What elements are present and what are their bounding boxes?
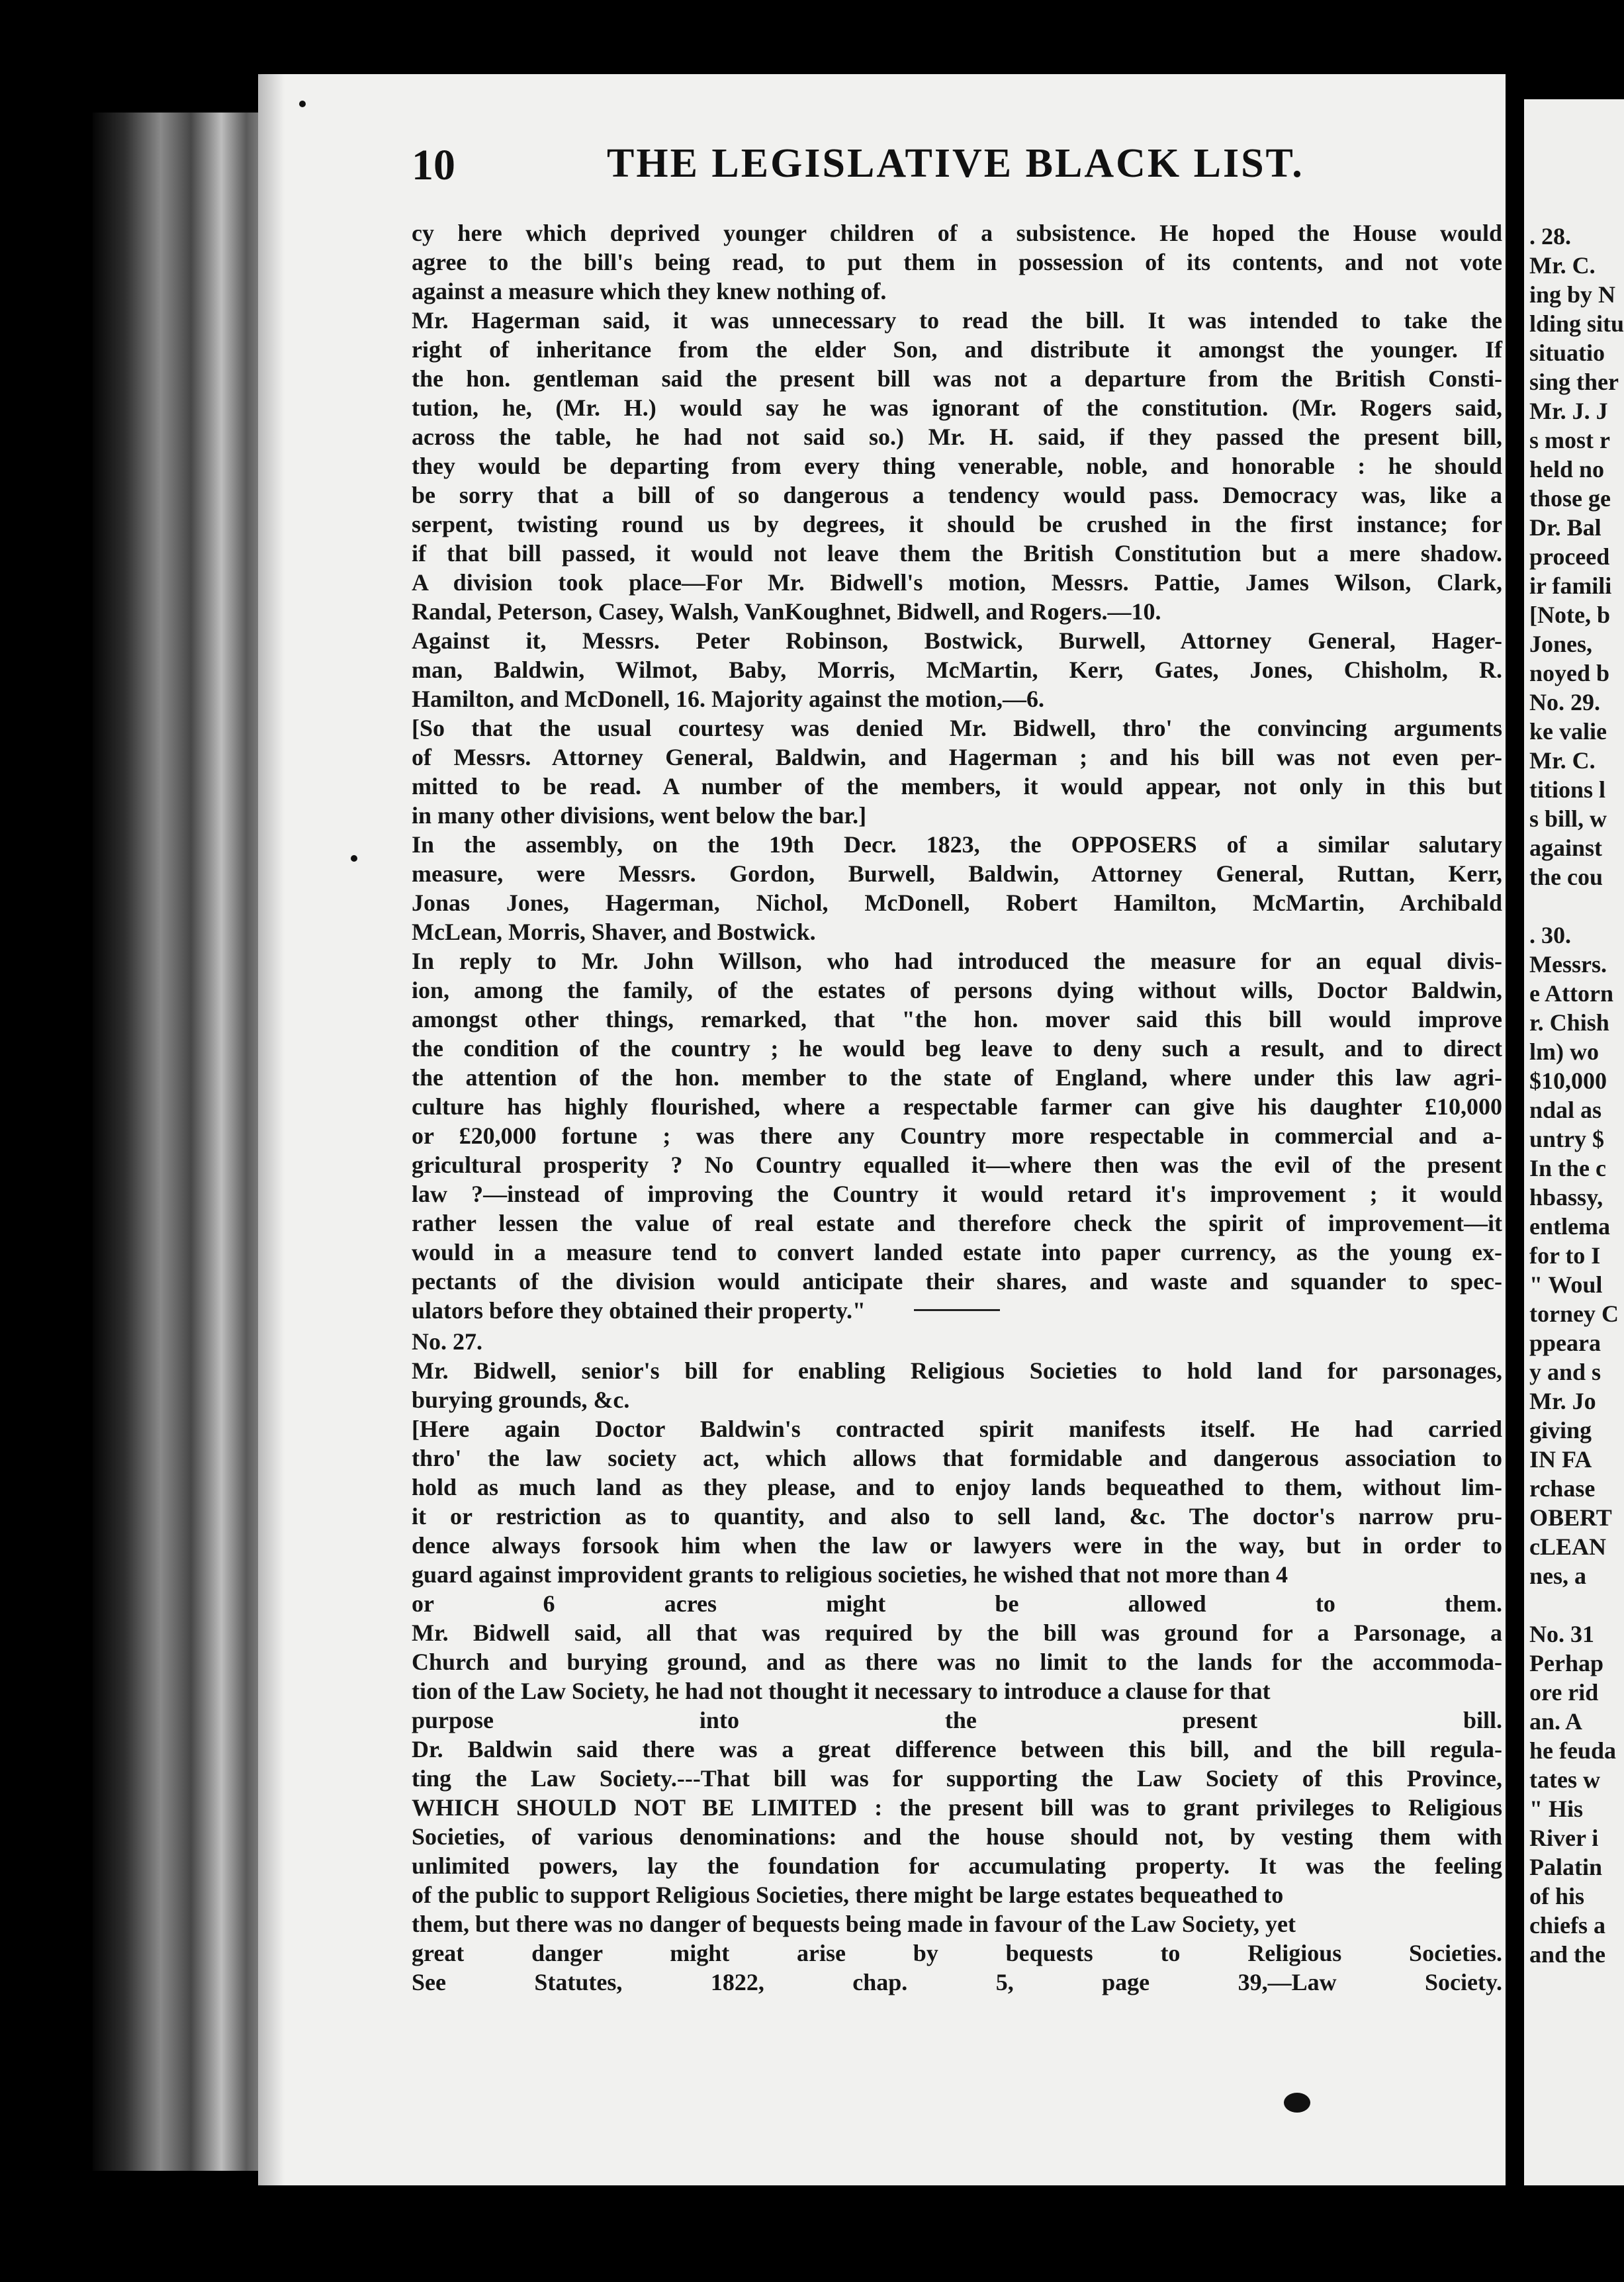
next-page-line: ing by N: [1529, 281, 1616, 308]
next-page-line: against: [1529, 835, 1603, 861]
next-page-line: lm) wo: [1529, 1038, 1599, 1065]
next-page-line: rchase: [1529, 1475, 1596, 1502]
next-page-line: Messrs.: [1529, 951, 1607, 978]
text-line: of the public to support Religious Societies, there might be large estates bequeathed to: [412, 1882, 1284, 1908]
page-number: 10: [412, 141, 455, 189]
next-page-line: Perhap: [1529, 1650, 1603, 1676]
next-page-line: proceed: [1529, 543, 1610, 570]
next-page-line: sing ther: [1529, 369, 1619, 395]
text-line: Hamilton, and McDonell, 16. Majority against the motion,—6.: [412, 686, 1044, 712]
text-line: or 6 acres might be allowed to them.: [412, 1590, 1502, 1617]
text-line: it or restriction as to quantity, and also to sell land, &c. The doctor's narrow pru-: [412, 1503, 1502, 1529]
next-page-line: Palatin: [1529, 1854, 1603, 1880]
text-line: McLean, Morris, Shaver, and Bostwick.: [412, 919, 816, 945]
next-page-line: of his: [1529, 1883, 1585, 1909]
text-line: across the table, he had not said so.) Mr. H. said, if they passed the present bill,: [412, 424, 1502, 450]
text-line: in many other divisions, went below the bar.]: [412, 802, 867, 829]
text-line: In the assembly, on the 19th Decr. 1823, the OPPOSERS of a similar salutary: [412, 831, 1502, 858]
text-line: guard against improvident grants to religious societies, he wished that not more than 4: [412, 1561, 1288, 1588]
text-line: great danger might arise by bequests to Religious Societies.: [412, 1940, 1502, 1966]
next-page-line: . 30.: [1529, 922, 1571, 948]
next-page-line: Mr. J. J: [1529, 398, 1608, 424]
text-line: Dr. Baldwin said there was a great difference between this bill, and the bill regula-: [412, 1736, 1502, 1762]
text-line: the hon. gentleman said the present bill was not a departure from the British Consti-: [412, 365, 1502, 392]
body-text: [412, 218, 1502, 1997]
text-line: rather lessen the value of real estate and therefore check the spirit of improvement—it: [412, 1210, 1502, 1236]
text-line: them, but there was no danger of bequests being made in favour of the Law Society, yet: [412, 1911, 1296, 1937]
next-page-line: torney C: [1529, 1301, 1619, 1327]
text-line: ulators before they obtained their property.": [412, 1297, 866, 1324]
ink-speck: [351, 855, 357, 862]
next-page-line: ore rid: [1529, 1679, 1599, 1706]
next-page-line: entlema: [1529, 1213, 1610, 1240]
next-page-line: ke valie: [1529, 718, 1607, 745]
text-line: agree to the bill's being read, to put them in possession of its contents, and not vote: [412, 249, 1502, 275]
text-line: amongst other things, remarked, that "the hon. mover said this bill would improve: [412, 1006, 1502, 1032]
next-page-line: hbassy,: [1529, 1184, 1603, 1210]
text-line: against a measure which they knew nothing of.: [412, 278, 887, 304]
next-page-line: e Attorn: [1529, 980, 1613, 1007]
next-page-line: r. Chish: [1529, 1009, 1609, 1036]
next-page-line: situatio: [1529, 340, 1605, 366]
text-line: pectants of the division would anticipate their shares, and waste and squander to spec-: [412, 1268, 1502, 1295]
text-line: ting the Law Society.---That bill was for supporting the Law Society of this Province,: [412, 1765, 1502, 1792]
next-page-line: IN FA: [1529, 1446, 1592, 1473]
next-page-line: and the: [1529, 1941, 1606, 1968]
next-page-line: y and s: [1529, 1359, 1601, 1385]
text-line: hold as much land as they please, and to enjoy lands bequeathed to them, without lim-: [412, 1474, 1502, 1500]
text-line: cy here which deprived younger children of a subsistence. He hoped the House would: [412, 220, 1502, 246]
page-header: [412, 140, 1497, 213]
next-page-line: Jones,: [1529, 631, 1593, 657]
text-line: [Here again Doctor Baldwin's contracted spirit manifests itself. He had carried: [412, 1416, 1502, 1442]
text-line: Jonas Jones, Hagerman, Nichol, McDonell, Robert Hamilton, McMartin, Archibald: [412, 890, 1502, 916]
text-line: Against it, Messrs. Peter Robinson, Bostwick, Burwell, Attorney General, Hager-: [412, 627, 1502, 654]
text-line: would in a measure tend to convert landed estate into paper currency, as the young ex-: [412, 1239, 1502, 1265]
text-line: In reply to Mr. John Willson, who had introduced the measure for an equal divis-: [412, 948, 1502, 974]
text-line: WHICH SHOULD NOT BE LIMITED : the present bill was to grant privileges to Religious: [412, 1794, 1502, 1821]
text-line: unlimited powers, lay the foundation for accumulating property. It was the feeling: [412, 1852, 1502, 1879]
text-line: burying grounds, &c.: [412, 1387, 630, 1413]
next-page-line: OBERT: [1529, 1504, 1612, 1531]
book-binding-edge: [93, 113, 271, 2171]
next-page-line: $10,000: [1529, 1068, 1607, 1094]
text-line: dence always forsook him when the law or lawyers were in the way, but in order to: [412, 1532, 1502, 1559]
next-page-line: chiefs a: [1529, 1912, 1605, 1939]
next-page-line: . 28.: [1529, 223, 1571, 250]
text-line: Mr. Bidwell said, all that was required by the bill was ground for a Parsonage, a: [412, 1620, 1502, 1646]
next-page-line: Mr. C.: [1529, 252, 1596, 279]
text-line: law ?—instead of improving the Country it would retard it's improvement ; it would: [412, 1181, 1502, 1207]
text-line: the attention of the hon. member to the state of England, where under this law agri-: [412, 1064, 1502, 1091]
text-line: man, Baldwin, Wilmot, Baby, Morris, McMartin, Kerr, Gates, Jones, Chisholm, R.: [412, 657, 1502, 683]
text-line: Mr. Bidwell, senior's bill for enabling Religious Societies to hold land for parsonages,: [412, 1357, 1502, 1384]
text-line: the condition of the country ; he would beg leave to deny such a result, and to direct: [412, 1035, 1502, 1062]
next-page-line: ndal as: [1529, 1097, 1602, 1123]
next-page-line: nes, a: [1529, 1563, 1587, 1589]
next-page-line: Dr. Bal: [1529, 514, 1601, 541]
ink-speck: [1284, 2093, 1310, 2113]
text-line: ion, among the family, of the estates of persons dying without wills, Doctor Baldwin,: [412, 977, 1502, 1003]
next-page-line: " His: [1529, 1796, 1583, 1822]
text-line: they would be departing from every thing venerable, noble, and honorable : he should: [412, 453, 1502, 479]
next-page-line: those ge: [1529, 485, 1611, 512]
text-line: or £20,000 fortune ; was there any Country more respectable in commercial and a-: [412, 1122, 1502, 1149]
next-page-line: [Note, b: [1529, 602, 1610, 628]
text-line: Church and burying ground, and as there was no limit to the lands for the accommoda-: [412, 1649, 1502, 1675]
section-divider: [914, 1309, 1000, 1311]
text-line: Randal, Peterson, Casey, Walsh, VanKoughnet, Bidwell, and Rogers.—10.: [412, 598, 1161, 625]
next-page-line: giving: [1529, 1417, 1592, 1443]
text-line: A division took place—For Mr. Bidwell's motion, Messrs. Pattie, James Wilson, Clark,: [412, 569, 1502, 596]
text-line: Mr. Hagerman said, it was unnecessary to read the bill. It was intended to take the: [412, 307, 1502, 334]
next-page-line: cLEAN: [1529, 1533, 1606, 1560]
next-page-line: noyed b: [1529, 660, 1610, 686]
next-page-line: In the c: [1529, 1155, 1606, 1181]
text-line: See Statutes, 1822, chap. 5, page 39,—Law Society.: [412, 1969, 1502, 1995]
next-page-line: he feuda: [1529, 1737, 1617, 1764]
next-page-line: untry $: [1529, 1126, 1605, 1152]
next-page-line: " Woul: [1529, 1271, 1603, 1298]
next-page-line: [1529, 891, 1624, 921]
next-page-text: [1529, 222, 1624, 1969]
text-line: of Messrs. Attorney General, Baldwin, and Hagerman ; and his bill was not even per-: [412, 744, 1502, 770]
text-line: tution, he, (Mr. H.) would say he was ignorant of the constitution. (Mr. Rogers said,: [412, 394, 1502, 421]
text-line: right of inheritance from the elder Son, and distribute it amongst the younger. If: [412, 336, 1502, 363]
page-gutter: [1506, 74, 1524, 2185]
text-line: culture has highly flourished, where a respectable farmer can give his daughter £10,000: [412, 1093, 1502, 1120]
next-page-line: Mr. C.: [1529, 747, 1596, 774]
next-page-line: [1529, 1590, 1624, 1620]
text-line: purpose into the present bill.: [412, 1707, 1502, 1733]
text-line: gricultural prosperity ? No Country equalled it—where then was the evil of the present: [412, 1152, 1502, 1178]
text-line: if that bill passed, it would not leave them the British Constitution but a mere shadow.: [412, 540, 1502, 567]
next-page-line: No. 31: [1529, 1621, 1594, 1647]
next-page-line: the cou: [1529, 864, 1603, 890]
text-line: be sorry that a bill of so dangerous a tendency would pass. Democracy was, like a: [412, 482, 1502, 508]
next-page-line: No. 29.: [1529, 689, 1600, 715]
next-page-line: ppeara: [1529, 1330, 1601, 1356]
text-line: [So that the usual courtesy was denied Mr. Bidwell, thro' the convincing arguments: [412, 715, 1502, 741]
book-page: [258, 74, 1506, 2185]
next-page-line: titions l: [1529, 776, 1606, 803]
text-line: mitted to be read. A number of the members, it would appear, not only in this but: [412, 773, 1502, 799]
text-line: measure, were Messrs. Gordon, Burwell, Baldwin, Attorney General, Ruttan, Kerr,: [412, 860, 1502, 887]
next-page-line: for to I: [1529, 1242, 1601, 1269]
next-page-line: held no: [1529, 456, 1605, 482]
next-page-line: lding situ: [1529, 310, 1624, 337]
next-page-line: s bill, w: [1529, 805, 1607, 832]
next-page-line: ir famili: [1529, 572, 1612, 599]
next-page-line: Mr. Jo: [1529, 1388, 1596, 1414]
text-line: thro' the law society act, which allows that formidable and dangerous association to: [412, 1445, 1502, 1471]
next-page-fragment: [1524, 99, 1624, 2191]
next-page-line: tates w: [1529, 1766, 1600, 1793]
text-line: tion of the Law Society, he had not thought it necessary to introduce a clause for that: [412, 1678, 1271, 1704]
text-line: No. 27.: [412, 1328, 482, 1355]
running-head: THE LEGISLATIVE BLACK LIST.: [607, 141, 1304, 186]
text-line: Societies, of various denominations: and the house should not, by vesting them with: [412, 1823, 1502, 1850]
text-line: serpent, twisting round us by degrees, it should be crushed in the first instance; for: [412, 511, 1502, 537]
next-page-line: an. A: [1529, 1708, 1583, 1735]
ink-speck: [299, 101, 306, 107]
next-page-line: s most r: [1529, 427, 1610, 453]
scan-bottom-border: [0, 2185, 1624, 2282]
next-page-line: River i: [1529, 1825, 1599, 1851]
